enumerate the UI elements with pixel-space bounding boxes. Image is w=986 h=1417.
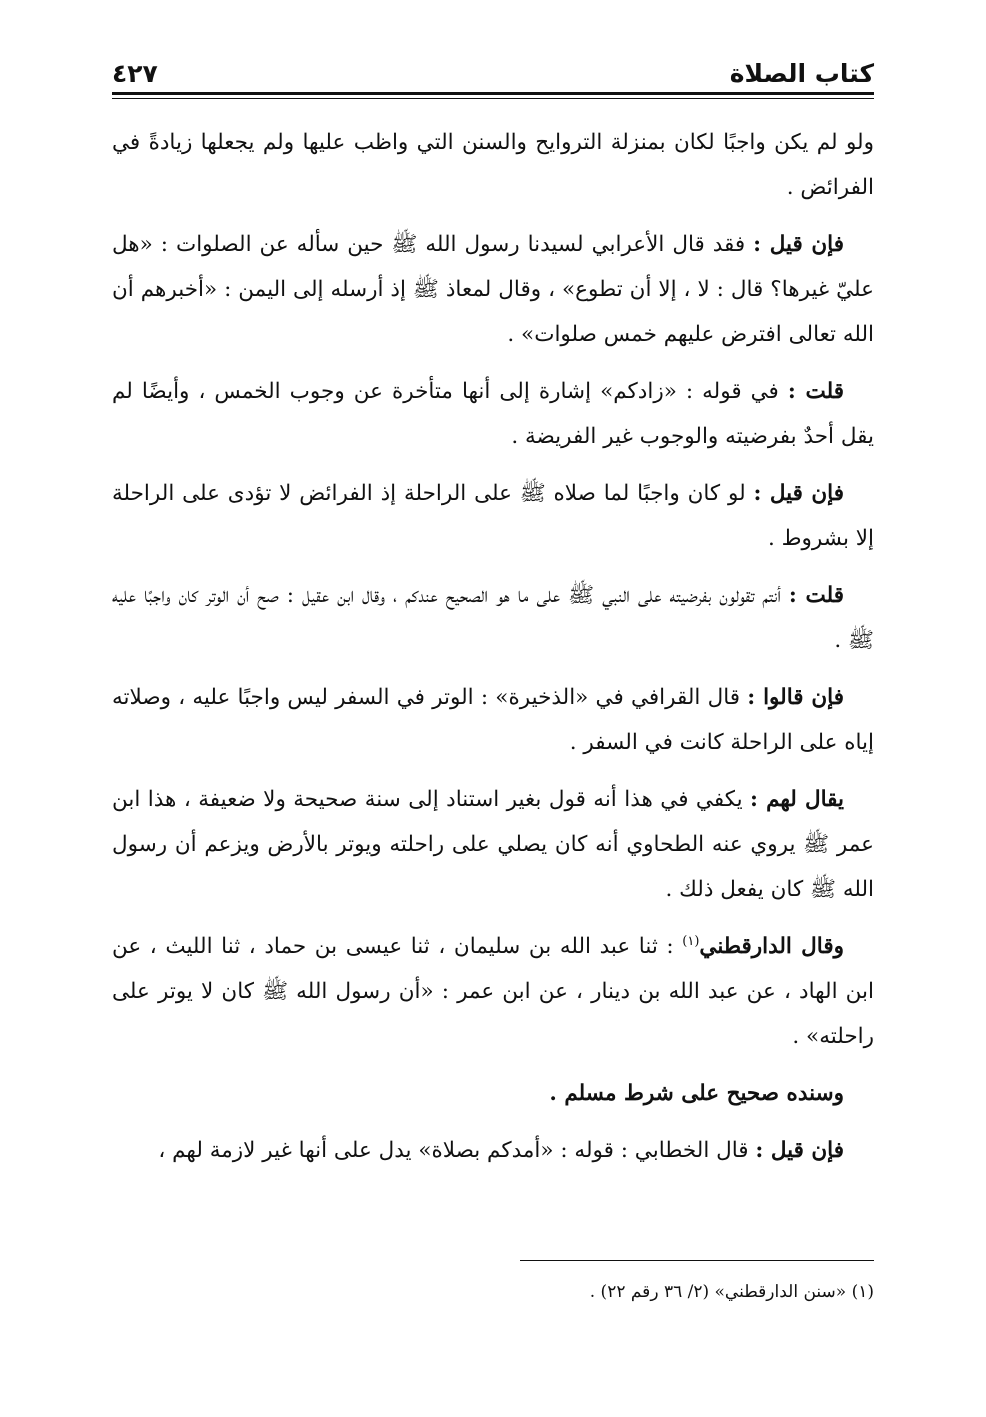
page-header [112,38,874,86]
header-rule-thin [112,98,874,99]
paragraph-text: لو كان واجبًا لما صلاه ﷺ على الراحلة إذ الفرائض لا تؤدى على الراحلة إلا بشروط . [112,481,874,551]
book-title: كتاب الصلاة [729,59,874,88]
paragraph-text: قال القرافي في «الذخيرة» : الوتر في السفر ليس واجبًا عليه ، وصلاته إياه على الراحلة كانت في السفر . [112,685,874,755]
paragraph-lead: قلت : [787,379,844,404]
paragraph-text: يكفي في هذا أنه قول بغير استناد إلى سنة صحيحة ولا ضعيفة ، هذا ابن عمر ﷺ يروي عنه الطحاوي أنه كان يصلي على راحلته ويوتر بالأرض ويزعم أن رسول الله ﷺ كان يفعل ذلك . [112,787,874,902]
paragraph-text: : ثنا عبد الله بن سليمان ، ثنا عيسى بن حماد ، ثنا الليث ، عن ابن الهاد ، عن عبد الله بن دينار ، عن ابن عمر : «أن رسول الله ﷺ كان لا يوتر على راحلته» . [112,934,874,1049]
page-number: ٤٢٧ [112,59,158,88]
footnote-reference[interactable]: (١) [682,933,700,949]
paragraph [112,573,874,663]
paragraph [112,777,874,912]
paragraph [112,1128,874,1173]
paragraph-text: أنتم تقولون بفرضيته على النبي ﷺ على ما هو الصحيح عندكم ، وقال ابن عقيل : صح أن الوتر كان واجبًا عليه ﷺ . [112,583,874,653]
header-rule-thick [112,92,874,95]
isnad-grading: وسنده صحيح على شرط مسلم . [549,1081,844,1106]
paragraph-text: ولو لم يكن واجبًا لكان بمنزلة التروايح والسنن التي واظب عليها ولم يجعلها زيادةً في الفرائض . [112,130,874,200]
paragraph-lead: فإن قيل : [755,1138,844,1163]
paragraph [112,222,874,357]
paragraph [112,675,874,765]
footnote: (١) «سنن الدارقطني» (٢/ ٣٦ رقم ٢٢) . [589,1282,874,1302]
paragraph-lead: قلت : [788,583,844,608]
paragraph-lead: وقال الدارقطني [699,934,844,959]
paragraph-lead: فإن قالوا : [747,685,845,710]
main-text [112,120,874,1185]
paragraph-text: في قوله : «زادكم» إشارة إلى أنها متأخرة عن وجوب الخمس ، وأيضًا لم يقل أحدٌ بفرضيته والوجوب غير الفريضة . [112,379,874,449]
paragraph [112,369,874,459]
footnote-separator [520,1260,874,1261]
paragraph-text: فقد قال الأعرابي لسيدنا رسول الله ﷺ حين سأله عن الصلوات : «هل عليّ غيرها؟ قال : لا ، إلا أن تطوع» ، وقال لمعاذ ﷺ إذ أرسله إلى اليمن : «أخبرهم أن الله تعالى افترض عليهم خمس صلوات» . [112,232,874,347]
paragraph-lead: فإن قيل : [753,481,844,506]
daraqutni-paragraph [112,924,874,1059]
paragraph [112,120,874,210]
paragraph-text: قال الخطابي : قوله : «أمدكم بصلاة» يدل على أنها غير لازمة لهم ، [158,1138,756,1163]
paragraph [112,471,874,561]
paragraph-lead: فإن قيل : [753,232,844,257]
paragraph-lead: يقال لهم : [750,787,844,812]
